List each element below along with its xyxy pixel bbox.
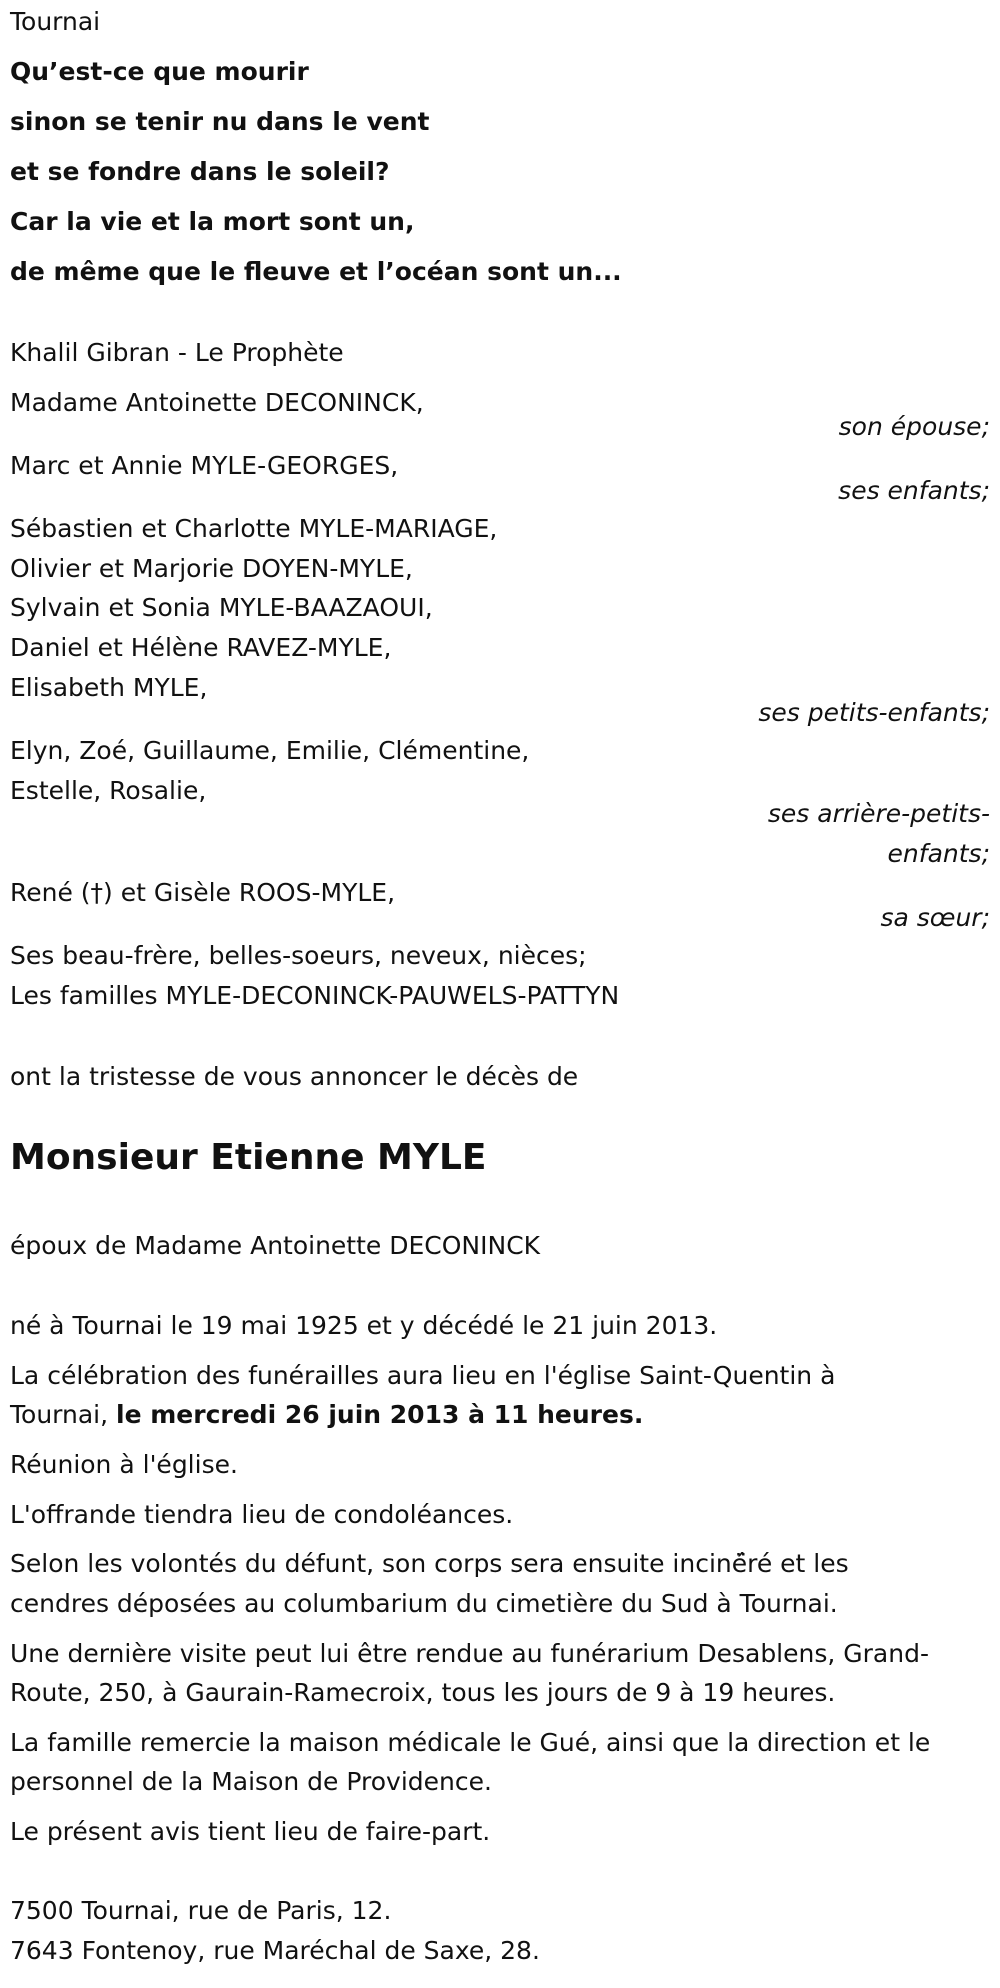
reunion-line: Réunion à l'église. [10,1450,238,1479]
family-name: René (†) et Gisèle ROOS-MYLE, [10,878,396,907]
thanks-line: personnel de la Maison de Providence. [10,1767,492,1796]
funeral-line: La célébration des funérailles aura lieu en l'église Saint-Quentin à [10,1361,836,1390]
poem-line: Car la vie et la mort sont un, [10,207,415,236]
family-name: Madame Antoinette DECONINCK, [10,388,424,417]
notice-line: Le présent avis tient lieu de faire-part. [10,1817,491,1846]
family-name: Elisabeth MYLE, [10,673,208,702]
family-relation: enfants; [887,839,990,868]
cremation-line: Selon les volontés du défunt, son corps sera ensuite inciné̈ré et les [10,1549,849,1578]
offering-line: L'offrande tiendra lieu de condoléances. [10,1500,514,1529]
family-name: Estelle, Rosalie, [10,776,207,805]
family-name: Elyn, Zoé, Guillaume, Emilie, Clémentine, [10,736,530,765]
poem-line: sinon se tenir nu dans le vent [10,107,430,136]
family-relation: ses arrière-petits- [767,799,990,828]
funeral-line-prefix: Tournai, [10,1400,117,1429]
address-line: 7643 Fontenoy, rue Maréchal de Saxe, 28. [10,1936,540,1965]
family-relation: sa sœur; [880,903,990,932]
family-name: Marc et Annie MYLE-GEORGES, [10,451,399,480]
family-name: Sébastien et Charlotte MYLE-MARIAGE, [10,514,498,543]
cremation-line: cendres déposées au columbarium du cimetière du Sud à Tournai. [10,1589,838,1618]
funeral-line [10,1400,643,1430]
poem-line: et se fondre dans le soleil? [10,157,390,186]
header-city: Tournai [10,7,101,36]
family-name: Daniel et Hélène RAVEZ-MYLE, [10,633,392,662]
family-name: Sylvain et Sonia MYLE-BAAZAOUI, [10,593,433,622]
family-relation: ses enfants; [838,476,990,505]
announcement: ont la tristesse de vous annoncer le décès de [10,1062,579,1091]
deceased-spouse: époux de Madame Antoinette DECONINCK [10,1231,541,1260]
family-name: Olivier et Marjorie DOYEN-MYLE, [10,554,413,583]
family-relation: son épouse; [838,412,990,441]
others-line: Les familles MYLE-DECONINCK-PAUWELS-PATTYN [10,981,620,1010]
deceased-name: Monsieur Etienne MYLE [10,1137,487,1178]
visit-line: Route, 250, à Gaurain-Ramecroix, tous les jours de 9 à 19 heures. [10,1678,836,1707]
poem-attribution: Khalil Gibran - Le Prophète [10,338,344,367]
funeral-date: le mercredi 26 juin 2013 à 11 heures. [116,1400,644,1429]
poem-line: Qu’est-ce que mourir [10,57,309,86]
family-relation: ses petits-enfants; [758,698,990,727]
others-line: Ses beau-frère, belles-soeurs, neveux, nièces; [10,941,587,970]
poem-line: de même que le fleuve et l’océan sont un... [10,257,622,286]
address-line: 7500 Tournai, rue de Paris, 12. [10,1896,392,1925]
born-died: né à Tournai le 19 mai 1925 et y décédé le 21 juin 2013. [10,1311,718,1340]
thanks-line: La famille remercie la maison médicale le Gué, ainsi que la direction et le [10,1728,931,1757]
visit-line: Une dernière visite peut lui être rendue au funérarium Desablens, Grand- [10,1639,929,1668]
